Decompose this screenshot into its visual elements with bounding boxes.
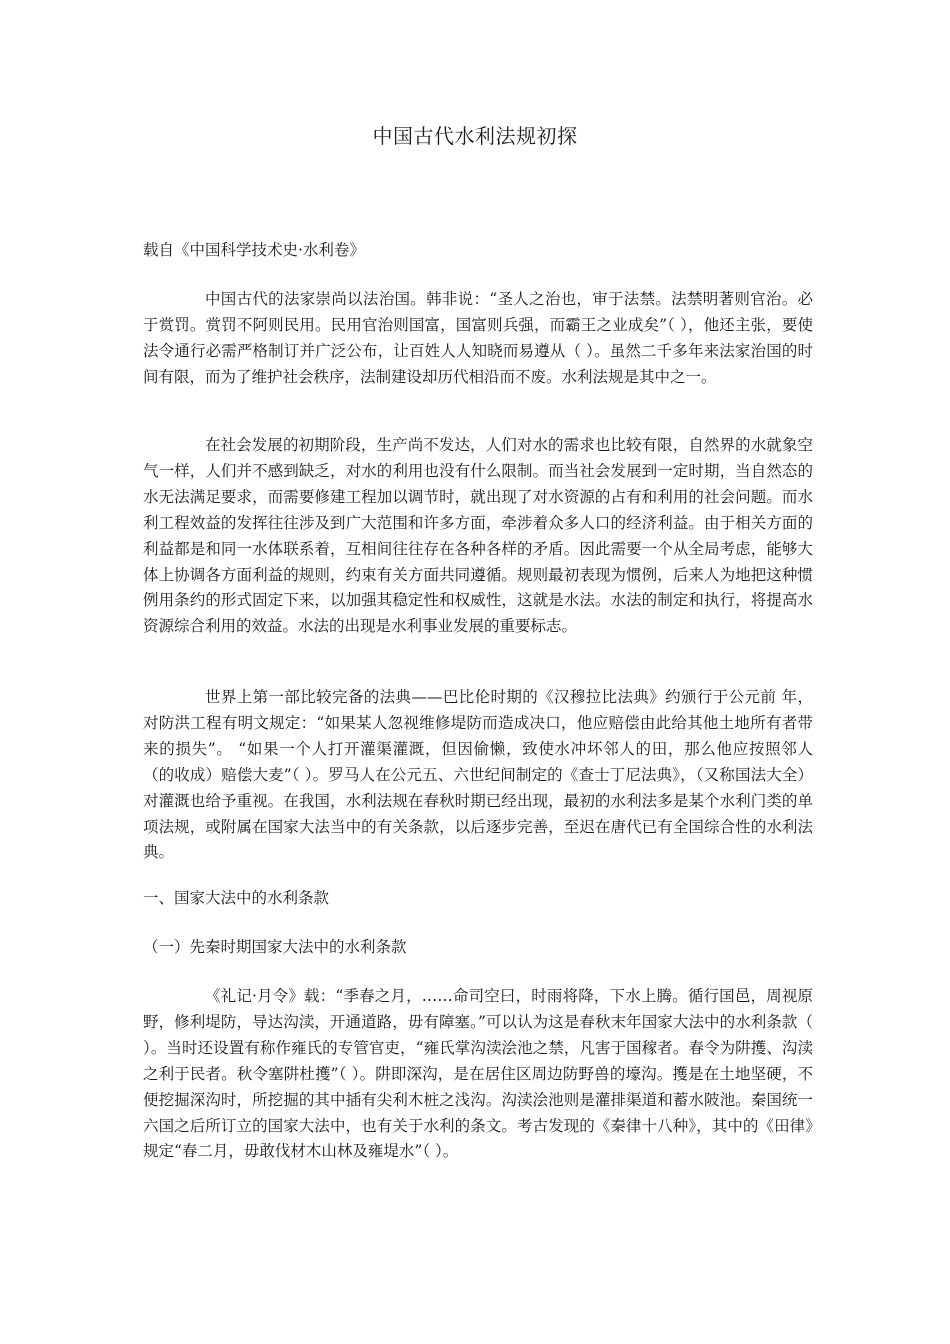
- paragraph-world-codes: 世界上第一部比较完备的法典——巴比伦时期的《汉穆拉比法典》约颁行于公元前 年，对防洪工程有明文规定：“如果某人忽视维修堤防而造成决口，他应赔偿由此给其他土地所有者带来的损失”。 “如果一个人打开灌渠灌溉，但因偷懒，致使水冲坏邻人的田，那么他应按照邻人（的收成）赔偿大麦”（ ）。罗马人在公元五、六世纪间制定的《查士丁尼法典》，（又称国法大全）对灌溉也给予重视。在我国，水利法规在春秋时期已经出现，最初的水利法多是某个水利门类的单项法规，或附属在国家大法当中的有关条款，以后逐步完善，至迟在唐代已有全国综合性的水利法典。: [143, 688, 813, 862]
- section-heading: 一、国家大法中的水利条款: [143, 889, 330, 907]
- subsection-heading: （一）先秦时期国家大法中的水利条款: [143, 938, 407, 956]
- paragraph-liji-yueling: 《礼记·月令》载：“季春之月，……命司空曰，时雨将降，下水上腾。循行国邑，周视原野，修利堤防，导达沟渎，开通道路，毋有障塞。”可以认为这是春秋末年国家大法中的水利条款（ ）。当时还设置有称作雍氏的专管官吏，“雍氏掌沟渎浍池之禁，凡害于国稼者。春令为阱擭、沟渎之利于民者。秋令塞阱杜擭”（ ）。阱即深沟，是在居住区周边防野兽的壕沟。擭是在土地坚硬，不便挖掘深沟时，所挖掘的其中插有尖利木桩之浅沟。沟渎浍池则是灌排渠道和蓄水陂池。秦国统一六国之后所订立的国家大法中，也有关于水利的条文。考古发现的《秦律十八种》，其中的《田律》规定“春二月，毋敢伐材木山林及雍堤水”（ ）。: [143, 987, 813, 1161]
- paragraph-social-development: 在社会发展的初期阶段，生产尚不发达，人们对水的需求也比较有限，自然界的水就象空气一样，人们并不感到缺乏，对水的利用也没有什么限制。而当社会发展到一定时期，当自然态的水无法满足要求，而需要修建工程加以调节时，就出现了对水资源的占有和利用的社会问题。而水利工程效益的发挥往往涉及到广大范围和许多方面，牵涉着众多人口的经济利益。由于相关方面的利益都是和同一水体联系着，互相间往往存在各种各样的矛盾。因此需要一个从全局考虑，能够大体上协调各方面利益的规则，约束有关方面共同遵循。规则最初表现为惯例，后来人为地把这种惯例用条约的形式固定下来，以加强其稳定性和权威性，这就是水法。水法的制定和执行，将提高水资源综合利用的效益。水法的出现是水利事业发展的重要标志。: [143, 436, 813, 636]
- paragraph-legalism: 中国古代的法家崇尚以法治国。韩非说：“圣人之治也，审于法禁。法禁明著则官治。必于赏罚。赏罚不阿则民用。民用官治则国富，国富则兵强，而霸王之业成矣”（ ），他还主张，要使法令通行必需严格制订并广泛公布，让百姓人人知晓而易遵从（ ）。虽然二千多年来法家治国的时间有限，而为了维护社会秩序，法制建设却历代相沿而不废。水利法规是其中之一。: [143, 290, 813, 386]
- document-title: 中国古代水利法规初探: [372, 124, 578, 148]
- source-citation: 载自《中国科学技术史·水利卷》: [143, 241, 365, 259]
